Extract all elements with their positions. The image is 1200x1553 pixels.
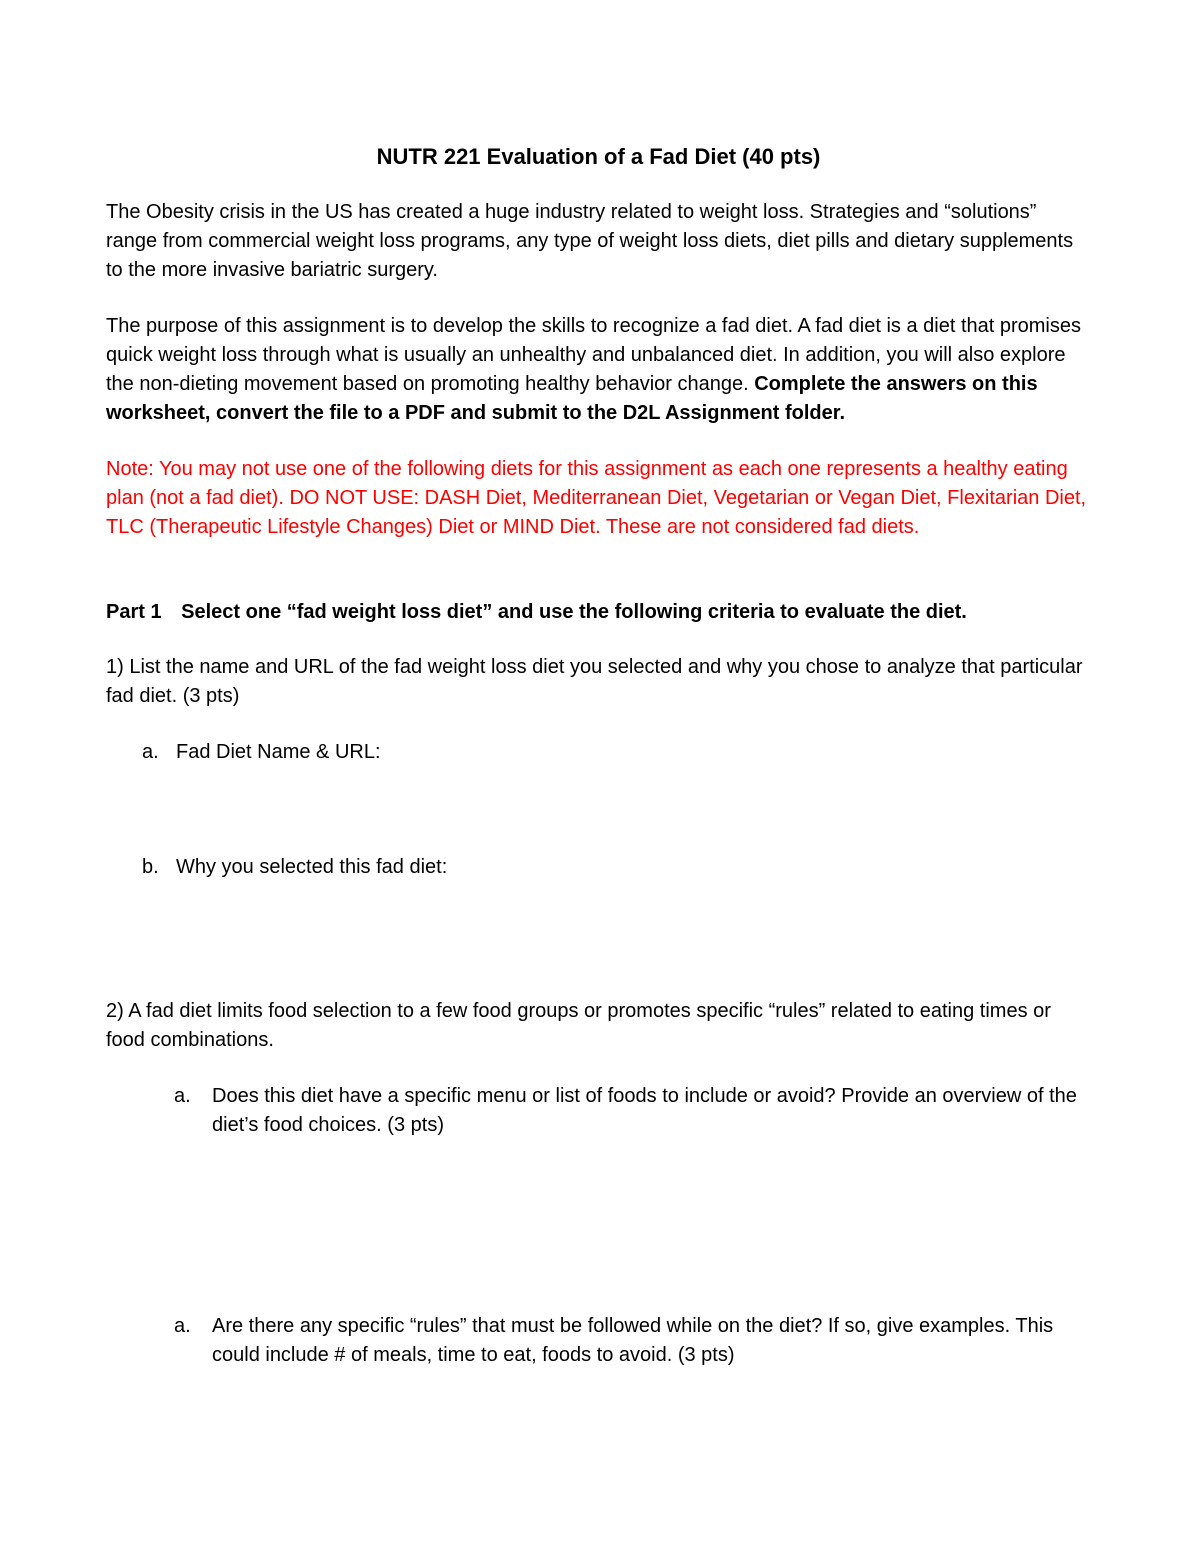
question2-text: 2) A fad diet limits food selection to a few food groups or promotes specific “rules” related to eating times or food combinations. xyxy=(106,1000,1051,1051)
intro-paragraph: The Obesity crisis in the US has created a huge industry related to weight loss. Strategies and “solutions” range from commercial weight loss programs, any type of weight loss diets, diet pills and dietary supplements to the more invasive bariatric surgery. xyxy=(106,201,1074,281)
part1-heading xyxy=(106,598,1091,627)
question1-item-b-text: Why you selected this fad diet: xyxy=(176,856,448,878)
document-content xyxy=(106,142,1091,1370)
question2-item-a-rules-letter: a. xyxy=(174,1315,191,1337)
question2-item-a xyxy=(106,1082,1091,1140)
question2-item-a-text: Does this diet have a specific menu or list of foods to include or avoid? Provide an overview of the diet’s food choices. (3 pts) xyxy=(212,1085,1077,1136)
question2-item-a-rules xyxy=(106,1312,1091,1370)
note-paragraph: Note: You may not use one of the following diets for this assignment as each one represents a healthy eating plan (not a fad diet). DO NOT USE: DASH Diet, Mediterranean Diet, Vegetarian or Vegan Diet, Flexitarian Diet, TLC (Therapeutic Lifestyle Changes) Diet or MIND Diet. These are not considered fad diets. xyxy=(106,458,1087,538)
question1-item-a-letter: a. xyxy=(142,741,159,763)
part1-heading-text: Select one “fad weight loss diet” and use the following criteria to evaluate the diet. xyxy=(181,601,967,623)
question1-item-b-letter: b. xyxy=(142,856,159,878)
purpose-text: The purpose of this assignment is to develop the skills to recognize a fad diet. A fad diet is a diet that promises quick weight loss through what is usually an unhealthy and unbalanced diet. In addition, you will also explore the non-dieting movement based on promoting healthy behavior change. xyxy=(106,315,1081,395)
part1-label: Part 1 xyxy=(106,601,162,623)
purpose-instruction: Complete the answers on this worksheet, convert the file to a PDF and submit to the D2L Assignment folder. xyxy=(106,373,1038,424)
page-title: NUTR 221 Evaluation of a Fad Diet (40 pts) xyxy=(376,144,821,169)
question1-item-a-text: Fad Diet Name & URL: xyxy=(176,741,381,763)
question1-item-b xyxy=(106,853,1091,882)
question1-item-a xyxy=(106,738,1091,767)
question2-item-a-letter: a. xyxy=(174,1085,191,1107)
purpose-paragraph xyxy=(106,312,1091,428)
question1-text: 1) List the name and URL of the fad weight loss diet you selected and why you chose to analyze that particular fad diet. (3 pts) xyxy=(106,656,1083,707)
question2-item-a-rules-text: Are there any specific “rules” that must be followed while on the diet? If so, give examples. This could include # of meals, time to eat, foods to avoid. (3 pts) xyxy=(212,1315,1054,1366)
